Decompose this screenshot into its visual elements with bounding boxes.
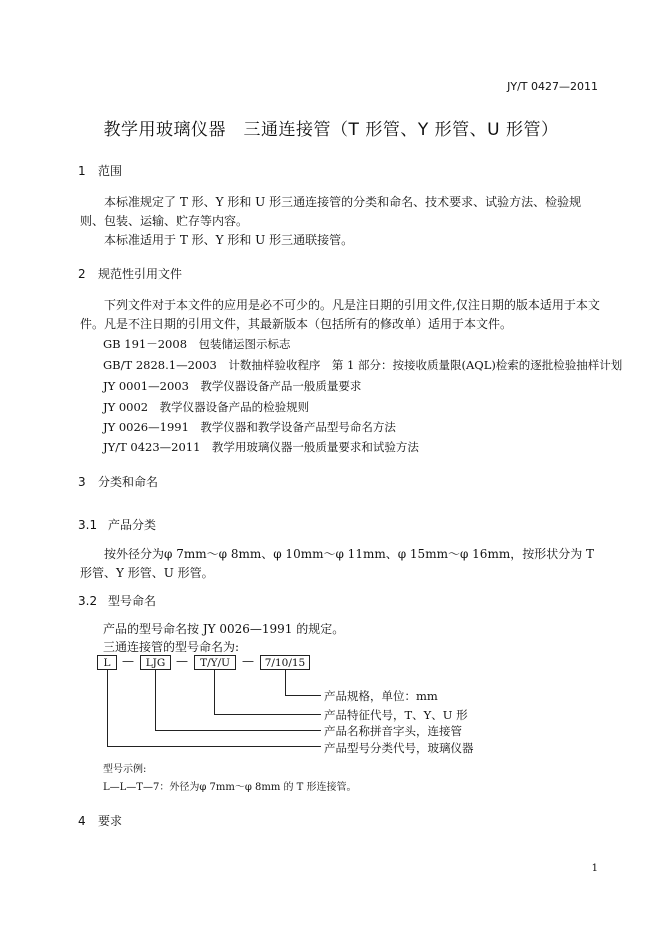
section-3-1-para: [80, 545, 600, 583]
paragraph-text: 本标准规定了 T 形、Y 形和 U 形三通连接管的分类和命名、技术要求、试验方法、检验规则、包装、运输、贮存等内容。: [80, 195, 582, 228]
section-4-heading: [78, 812, 122, 829]
paragraph-text: 下列文件对于本文件的应用是必不可少的。凡是注日期的引用文件,仅注日期的版本适用于本文件。凡是不注日期的引用文件，其最新版本（包括所有的修改单）适用于本文件。: [80, 298, 600, 331]
subsection-number: 3.1: [78, 518, 98, 532]
section-1-para-2: [80, 231, 600, 250]
connector-line: [155, 670, 156, 731]
separator-dash: —: [122, 654, 134, 668]
subsection-title: 产品分类: [108, 518, 157, 532]
normative-reference: GB 191－2008 包装储运图示标志: [103, 337, 291, 351]
section-title: 规范性引用文件: [98, 267, 183, 281]
section-number: 3: [78, 475, 86, 489]
separator-dash: —: [242, 654, 254, 668]
paragraph-text: 本标准适用于 T 形、Y 形和 U 形三通联接管。: [104, 233, 354, 247]
diagram-label-category: 产品型号分类代号，玻璃仪器: [324, 741, 474, 755]
diagram-label-spec: 产品规格，单位：mm: [324, 689, 438, 703]
connector-line: [107, 670, 108, 747]
section-3-heading: [78, 473, 158, 490]
section-2-heading: [78, 265, 182, 282]
section-title: 范围: [98, 164, 123, 178]
section-1-heading: [78, 162, 122, 179]
paragraph-text: 按外径分为φ 7mm～φ 8mm、φ 10mm～φ 11mm、φ 15mm～φ 16mm，按形状分为 T 形管、Y 形管、U 形管。: [80, 547, 595, 580]
section-title: 要求: [98, 814, 123, 828]
separator-dash: —: [176, 654, 188, 668]
section-number: 2: [78, 267, 86, 281]
section-number: 1: [78, 164, 86, 178]
subsection-number: 3.2: [78, 594, 98, 608]
section-number: 4: [78, 814, 86, 828]
section-3-2-heading: [78, 592, 156, 609]
subsection-title: 型号命名: [108, 594, 157, 608]
normative-reference: JY 0001—2003 教学仪器设备产品一般质量要求: [103, 379, 362, 393]
section-1-para-1: [80, 193, 600, 231]
normative-reference: GB/T 2828.1—2003 计数抽样验收程序 第 1 部分：按接收质量限(AQL)检索的逐批检验抽样计划: [103, 358, 623, 372]
connector-line: [155, 730, 321, 731]
code-box-spec: 7/10/15: [260, 655, 310, 670]
code-box-shape: T/Y/U: [194, 655, 236, 670]
normative-reference: JY 0002 教学仪器设备产品的检验规则: [103, 400, 310, 414]
connector-line: [107, 746, 321, 747]
document-title: 教学用玻璃仪器 三通连接管（T 形管、Y 形管、U 形管）: [103, 120, 559, 140]
normative-reference: JY 0026—1991 教学仪器和教学设备产品型号命名方法: [103, 420, 396, 434]
section-3-2-para-2: 三通连接管的型号命名为:: [103, 640, 240, 654]
diagram-label-shape: 产品特征代号，T、Y、U 形: [324, 708, 468, 722]
normative-reference: JY/T 0423—2011 教学用玻璃仪器一般质量要求和试验方法: [103, 440, 419, 454]
section-3-1-heading: [78, 516, 156, 533]
section-title: 分类和命名: [98, 475, 159, 489]
code-box-name: LJG: [140, 655, 171, 670]
connector-line: [214, 714, 321, 715]
section-2-para-1: [80, 296, 600, 334]
connector-line: [214, 670, 215, 715]
model-example-label: 型号示例:: [103, 764, 147, 775]
connector-line: [285, 695, 321, 696]
section-3-2-para-1: 产品的型号命名按 JY 0026—1991 的规定。: [103, 622, 345, 636]
page-number: 1: [591, 863, 598, 874]
connector-line: [285, 670, 286, 696]
standard-code: JY/T 0427—2011: [507, 80, 598, 93]
diagram-label-name: 产品名称拼音字头，连接管: [324, 724, 462, 738]
model-example: L—L—T—7：外径为φ 7mm～φ 8mm 的 T 形连接管。: [103, 782, 357, 793]
code-box-category: L: [97, 655, 117, 670]
